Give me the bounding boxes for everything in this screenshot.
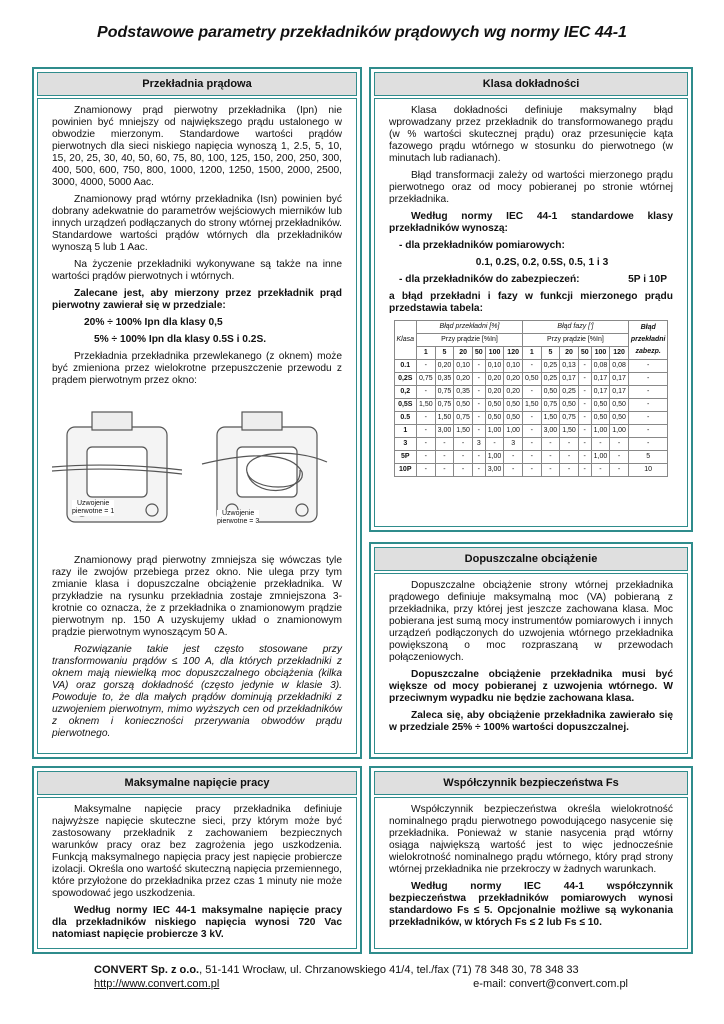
- paragraph: Błąd transformacji zależy od wartości mierzonego prądu pierwotnego oraz od mocy pobieranej po stronie wtórnej przekładnika.: [389, 170, 673, 205]
- paragraph: Zalecane jest, aby mierzony przez przekładnik prąd pierwotny zawierał się w przedziale:: [52, 288, 342, 311]
- paragraph: - dla przekładników pomiarowych:: [399, 240, 565, 251]
- table-col-header: 100: [591, 347, 610, 360]
- table-cell: 1,50: [417, 399, 436, 412]
- table-row-class: 0,2: [394, 386, 417, 399]
- section-header: Przekładnia prądowa: [37, 72, 357, 96]
- label-line: pierwotne = 3: [217, 518, 260, 525]
- table-row-class: 5P: [394, 451, 417, 464]
- text: - dla przekładników do zabezpieczeń:: [399, 274, 580, 285]
- table-cell: 1,00: [591, 451, 610, 464]
- table-cell: -: [628, 425, 668, 438]
- table-col-header: 5: [541, 347, 560, 360]
- paragraph: Przekładnia przekładnika przewlekanego (z oknem) może być zmieniona przez wielokrotne przepuszczenie przewodu z prądem pierwotnym przez okno:: [52, 351, 342, 386]
- table-col-header: 120: [610, 347, 629, 360]
- table-cell: -: [578, 464, 591, 477]
- table-cell: 0,35: [435, 373, 454, 386]
- table-row: [394, 438, 668, 451]
- table-cell: -: [578, 425, 591, 438]
- table-cell: -: [522, 438, 541, 451]
- section-header: Dopuszczalne obciążenie: [374, 547, 688, 571]
- table-header: Przy prądzie [%In]: [522, 334, 628, 347]
- table-row-class: 3: [394, 438, 417, 451]
- section-obciazenie: [369, 542, 693, 759]
- table-cell: -: [454, 438, 473, 451]
- footer-address-line: [94, 964, 579, 976]
- table-cell: -: [628, 412, 668, 425]
- table-header: Błąd przekładni zabezp.: [628, 321, 668, 360]
- table-cell: -: [578, 438, 591, 451]
- table-cell: -: [578, 451, 591, 464]
- table-cell: -: [610, 451, 629, 464]
- table-cell: -: [472, 425, 485, 438]
- table-cell: -: [472, 464, 485, 477]
- table-row-class: 0.1: [394, 360, 417, 373]
- table-cell: 0,50: [610, 412, 629, 425]
- table-cell: 0,50: [522, 373, 541, 386]
- accuracy-table: [394, 320, 669, 477]
- transformer-drawing: [52, 392, 342, 547]
- table-cell: -: [610, 464, 629, 477]
- table-cell: 1,00: [610, 425, 629, 438]
- table-cell: -: [472, 412, 485, 425]
- table-cell: 0,20: [504, 386, 523, 399]
- table-cell: 0,20: [454, 373, 473, 386]
- table-row: [394, 373, 668, 386]
- section-header: Maksymalne napięcie pracy: [37, 771, 357, 795]
- table-cell: 0,50: [504, 412, 523, 425]
- table-row: [394, 464, 668, 477]
- table-cell: 1,00: [485, 425, 504, 438]
- text: 5P i 10P: [628, 274, 667, 285]
- paragraph: Rozwiązanie takie jest często stosowane przy transformowaniu prądów ≤ 100 A, dla których przekładniki z oknem mają niewielką moc dopuszczalnego obciążenia (kilka VA) oraz gorszą dokładność (często jedynie w klasie 3). Powoduje to, że dla małych prądów dominują przekładniki z uzwojeniem pierwotnym, mimo wyższych cen od przekładników z oknem i konieczności przerywania obwodów prądu pierwotnego.: [52, 644, 342, 739]
- table-cell: 0,50: [591, 399, 610, 412]
- table-cell: -: [454, 464, 473, 477]
- table-cell: -: [435, 451, 454, 464]
- table-cell: -: [578, 373, 591, 386]
- table-cell: -: [472, 399, 485, 412]
- table-cell: -: [628, 399, 668, 412]
- table-cell: 1,00: [591, 425, 610, 438]
- table-cell: -: [417, 451, 436, 464]
- table-cell: 0,10: [454, 360, 473, 373]
- table-cell: -: [541, 438, 560, 451]
- table-row: [394, 451, 668, 464]
- table-body: [394, 360, 668, 477]
- table-cell: -: [522, 360, 541, 373]
- section-body: [37, 797, 357, 949]
- table-cell: -: [472, 451, 485, 464]
- paragraph: Według normy IEC 44-1 maksymalne napięcie pracy dla przekładników niskiego napięcia wynosi 720 Vac natomiast napięcie probiercze 3 kV.: [52, 905, 342, 940]
- table-cell: -: [628, 373, 668, 386]
- table-cell: -: [454, 451, 473, 464]
- table-cell: 1,50: [560, 425, 579, 438]
- section-body: [374, 98, 688, 527]
- table-row-class: 0,5S: [394, 399, 417, 412]
- paragraph: Zaleca się, aby obciążenie przekładnika zawierało się w przedziale 25% ÷ 100% wartości dopuszczalnej.: [389, 710, 673, 733]
- table-cell: -: [522, 412, 541, 425]
- table-cell: 0,25: [541, 360, 560, 373]
- section-wspolczynnik: [369, 766, 693, 954]
- table-col-header: 50: [578, 347, 591, 360]
- table-cell: -: [591, 464, 610, 477]
- paragraph: Na życzenie przekładniki wykonywane są także na inne wartości prądów pierwotnych i wtórnych.: [52, 259, 342, 282]
- table-cell: 0,75: [435, 399, 454, 412]
- table-row: [394, 386, 668, 399]
- table-cell: 0,17: [591, 373, 610, 386]
- table-row: [394, 360, 668, 373]
- table-col-header: 1: [417, 347, 436, 360]
- table-cell: -: [578, 360, 591, 373]
- table-cell: -: [560, 451, 579, 464]
- table-col-header: 5: [435, 347, 454, 360]
- table-cell: 0,25: [560, 386, 579, 399]
- table-cell: 0,50: [591, 412, 610, 425]
- table-col-header: 20: [454, 347, 473, 360]
- paragraph: Znamionowy prąd pierwotny zmniejsza się wówczas tyle razy ile zwojów przebiega przez okno. Nie ulega przy tym zmianie klasa i dopuszczalne obciążenie przekładnika. W przykładzie na rysunku przekładnia zostaje zmniejszona 3-krotnie co oznacza, że z przekładnika o znamionowym prądzie pierwotnym np. 150 A uzyskujemy układ o znamionowym prądzie pierwotnym wynoszącym 50 A.: [52, 555, 342, 638]
- table-row: [394, 425, 668, 438]
- table-row: [394, 347, 668, 360]
- table-cell: 1,00: [504, 425, 523, 438]
- table-cell: -: [541, 451, 560, 464]
- table-cell: 0,17: [610, 373, 629, 386]
- table-cell: -: [504, 451, 523, 464]
- table-cell: 0,75: [435, 386, 454, 399]
- paragraph: Dopuszczalne obciążenie strony wtórnej przekładnika prądowego definiuje maksymalną moc (VA) pobieraną z przekładnika, przy której jest jeszcze zachowana klasa. Moc pobierana jest sumą mocy instrumentów pomiarowych i innych urządzeń podłączonych do uzwojenia wtórnego przekładnika powiększoną o moc rozpraszaną w przewodach połączeniowych.: [389, 580, 673, 663]
- table-cell: 0,75: [560, 412, 579, 425]
- table-cell: 0,50: [485, 412, 504, 425]
- table-cell: -: [417, 386, 436, 399]
- table-cell: 0,35: [454, 386, 473, 399]
- table-cell: 5: [628, 451, 668, 464]
- label-line: pierwotne = 1: [72, 508, 115, 515]
- section-przekladnia: [32, 67, 362, 759]
- table-cell: -: [560, 464, 579, 477]
- table-col-header: 50: [472, 347, 485, 360]
- table-col-header: 1: [522, 347, 541, 360]
- table-cell: -: [472, 373, 485, 386]
- table-cell: -: [628, 360, 668, 373]
- table-cell: -: [541, 464, 560, 477]
- table-cell: 0,10: [485, 360, 504, 373]
- table-cell: -: [591, 438, 610, 451]
- table-cell: 0,50: [454, 399, 473, 412]
- table-cell: 0,10: [504, 360, 523, 373]
- table-cell: -: [417, 438, 436, 451]
- table-cell: 1,50: [435, 412, 454, 425]
- table-cell: -: [578, 386, 591, 399]
- table-cell: 0,20: [435, 360, 454, 373]
- table-cell: -: [417, 360, 436, 373]
- label-winding-3: [217, 510, 259, 526]
- table-cell: 0,08: [591, 360, 610, 373]
- table-cell: 3,00: [541, 425, 560, 438]
- table-cell: 0,13: [560, 360, 579, 373]
- table-cell: 0,25: [541, 373, 560, 386]
- table-row-class: 10P: [394, 464, 417, 477]
- table-cell: 0,20: [485, 373, 504, 386]
- section-body: [374, 573, 688, 754]
- table-cell: 0,50: [504, 399, 523, 412]
- table-cell: -: [522, 464, 541, 477]
- table-row: [394, 412, 668, 425]
- section-body: [37, 98, 357, 754]
- table-col-header: 120: [504, 347, 523, 360]
- table-cell: 3,00: [485, 464, 504, 477]
- table-cell: 1,50: [522, 399, 541, 412]
- table-cell: 1,50: [541, 412, 560, 425]
- table-cell: -: [485, 438, 504, 451]
- paragraph: Znamionowy prąd wtórny przekładnika (Isn) powinien być dobrany adekwatnie do parametrów wejściowych mierników lub innych urządzeń podłączanych do strony wtórnej przekładników. Standardowe wartości prądów wtórnych dla przekładników wynoszą 5 lub 1 Aac.: [52, 194, 342, 253]
- table-cell: 0,20: [504, 373, 523, 386]
- table-cell: -: [472, 386, 485, 399]
- table-cell: 0,50: [485, 399, 504, 412]
- table-cell: 0,50: [560, 399, 579, 412]
- page-title: Podstawowe parametry przekładników prądowych wg normy IEC 44-1: [97, 24, 627, 41]
- transformer-illustration: [52, 392, 342, 547]
- table-cell: -: [628, 438, 668, 451]
- section-napiecie: [32, 766, 362, 954]
- table-cell: 3: [504, 438, 523, 451]
- table-header: Błąd przekładni [%]: [417, 321, 523, 334]
- table-row-class: 0.5: [394, 412, 417, 425]
- company-address: , 51-141 Wrocław, ul. Chrzanowskiego 41/4, tel./fax (71) 78 348 30, 78 348 33: [199, 964, 579, 976]
- table-cell: 0,75: [417, 373, 436, 386]
- table-col-header: 20: [560, 347, 579, 360]
- table-cell: 3,00: [435, 425, 454, 438]
- table-row-class: 0,2S: [394, 373, 417, 386]
- paragraph: Współczynnik bezpieczeństwa określa wielokrotność nominalnego prądu pierwotnego powodującego nasycenie się przekładnika. Ponieważ w stanie nasycenia prąd wtórny osiąga największą wartość jest to więc jednocześnie wielokrotność nominalnego prądu wtórnego, który prąd strony wtórnej przekładnika nie przekroczy w żadnych warunkach.: [389, 804, 673, 875]
- table-cell: 0,50: [541, 386, 560, 399]
- table-cell: -: [522, 386, 541, 399]
- paragraph: 0.1, 0.2S, 0.2, 0.5S, 0.5, 1 i 3: [475, 257, 609, 268]
- section-header: Współczynnik bezpieczeństwa Fs: [374, 771, 688, 795]
- table-cell: -: [628, 386, 668, 399]
- table-cell: 0,17: [610, 386, 629, 399]
- table-cell: 0,50: [610, 399, 629, 412]
- table-cell: -: [560, 438, 579, 451]
- table-cell: -: [435, 464, 454, 477]
- section-klasa: [369, 67, 693, 532]
- paragraph: Znamionowy prąd pierwotny przekładnika (Ipn) nie powinien być mniejszy od największego prądu ustalonego w obwodzie mierzonym. Standardowe wartości prądów pierwotnych dla sieci niskiego napięcia wynoszą 1, 2.5, 5, 10, 15, 20, 25, 30, 40, 50, 60, 75, 80, 100, 125, 150, 200, 250, 300, 400, 500, 600, 750, 800, 1000, 1200, 1250, 1500, 2000, 2500, 3000, 4000, 5000 Aac.: [52, 105, 342, 188]
- label-line: Uzwojenie: [221, 510, 255, 517]
- table-cell: 0,75: [541, 399, 560, 412]
- paragraph: Maksymalne napięcie pracy przekładnika definiuje najwyższe napięcie skuteczne sieci, przy którym może być zastosowany przekładnik z zachowaniem bezpiecznych warunków pracy oraz bez zagrożenia jego uszkodzenia. Funkcją maksymalnego napięcia pracy jest napięcie probiercze izolacji. Określa ono wartość skuteczną napięcia przemiennego, które przyłożone do przekładnika przez czas 1 minuty nie może spowodować jego uszkodzenia.: [52, 804, 342, 899]
- table-cell: 3: [472, 438, 485, 451]
- website-link[interactable]: http://www.convert.com.pl: [94, 978, 220, 990]
- table-header: Przy prądzie [%In]: [417, 334, 523, 347]
- table-header: Klasa: [394, 321, 417, 360]
- table-cell: 0,17: [591, 386, 610, 399]
- table-cell: 1,50: [454, 425, 473, 438]
- paragraph: 20% ÷ 100% Ipn dla klasy 0,5: [84, 317, 223, 328]
- table-cell: -: [435, 438, 454, 451]
- section-header: Klasa dokładności: [374, 72, 688, 96]
- table-col-header: 100: [485, 347, 504, 360]
- table-cell: -: [522, 451, 541, 464]
- table-cell: 0,75: [454, 412, 473, 425]
- table-cell: -: [472, 360, 485, 373]
- paragraph: Według normy IEC 44-1 współczynnik bezpieczeństwa przekładników pomiarowych wynosi standardowo Fs ≤ 5. Opcjonalnie możliwe są wykonania przekładników, w których Fs ≤ 2 lub Fs ≤ 10.: [389, 881, 673, 928]
- paragraph: 5% ÷ 100% Ipn dla klasy 0.5S i 0.2S.: [94, 334, 267, 345]
- table-cell: 0,20: [485, 386, 504, 399]
- table-cell: -: [578, 412, 591, 425]
- table-cell: -: [504, 464, 523, 477]
- paragraph: a błąd przekładni i fazy w funkcji mierzonego prądu przedstawia tabela:: [389, 291, 673, 314]
- table-header: Błąd fazy [']: [522, 321, 628, 334]
- table-row: [394, 399, 668, 412]
- section-body: [374, 797, 688, 949]
- paragraph: Klasa dokładności definiuje maksymalny błąd wprowadzany przez przekładnik do transformowanego prądu (w % wartości skutecznej prądu) oraz przesunięcie kąta fazowego prądu wtórnego w stosunku do pierwotnego (w minutach lub radianach).: [389, 105, 673, 164]
- paragraph: Według normy IEC 44-1 standardowe klasy przekładników wynoszą:: [389, 211, 673, 234]
- paragraph: Dopuszczalne obciążenie przekładnika musi być większe od mocy pobieranej z uzwojenia wtórnego. W przeciwnym wypadku nie będzie zachowana klasa.: [389, 669, 673, 704]
- table-cell: -: [417, 464, 436, 477]
- company-name: CONVERT Sp. z o.o.: [94, 964, 200, 976]
- table-cell: 10: [628, 464, 668, 477]
- table-row-class: 1: [394, 425, 417, 438]
- label-line: Uzwojenie: [76, 500, 110, 507]
- table-cell: 0,08: [610, 360, 629, 373]
- table-cell: -: [417, 412, 436, 425]
- table-cell: -: [417, 425, 436, 438]
- table-cell: -: [522, 425, 541, 438]
- table-cell: -: [610, 438, 629, 451]
- table-cell: -: [578, 399, 591, 412]
- email-link[interactable]: e-mail: convert@convert.com.pl: [473, 978, 628, 990]
- label-winding-1: [72, 500, 114, 516]
- table-cell: 1,00: [485, 451, 504, 464]
- paragraph: [399, 274, 673, 286]
- table-cell: 0,17: [560, 373, 579, 386]
